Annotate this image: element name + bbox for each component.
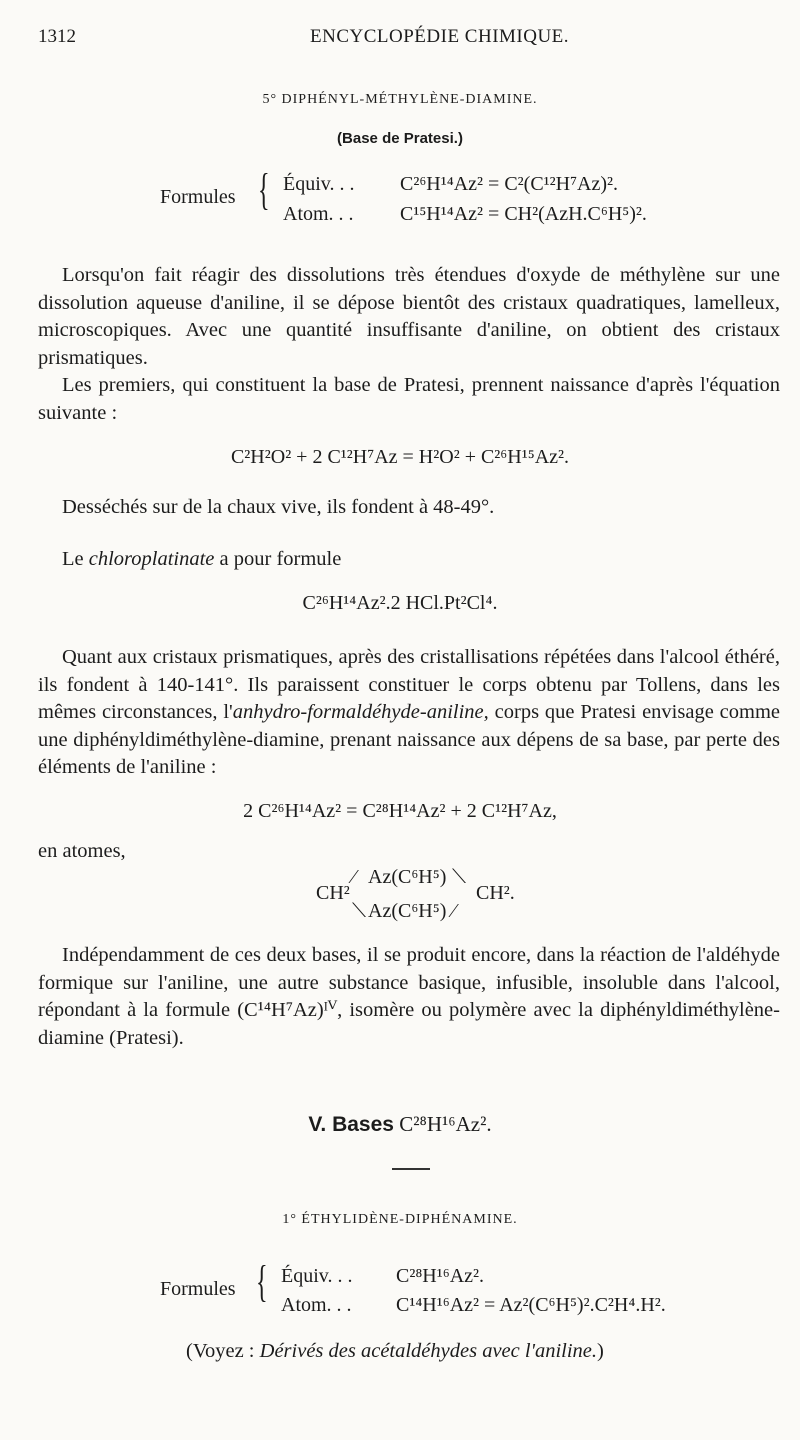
heading-bold: V. Bases [308, 1113, 394, 1136]
atom-formula-2: C¹⁴H¹⁶Az² = Az²(C⁶H⁵)².C²H⁴.H². [396, 1294, 666, 1316]
section-heading-bases [0, 1112, 800, 1137]
atom-label-2: Atom. . . [281, 1294, 352, 1316]
struct-right: CH². [476, 882, 515, 904]
heading-formula: C²⁸H¹⁶Az². [399, 1112, 492, 1136]
struct-slash-top-right: ⟍ [452, 866, 466, 888]
atom-formula: C¹⁵H¹⁴Az² = CH²(AzH.C⁶H⁵)². [400, 203, 647, 225]
struct-slash-bottom-right: ⁄ [452, 900, 456, 922]
paragraph-1: Lorsqu'on fait réagir des dissolutions très étendues d'oxyde de méthylène sur une dissolution aqueuse d'aniline, il se dépose bientôt des cristaux quadratiques, lamelleux, microscopiques. Avec une quantité insuffisante d'aniline, on obtient des cristaux prismatiques. [38, 264, 780, 369]
divider [392, 1168, 430, 1170]
equation-1: C²H²O² + 2 C¹²H⁷Az = H²O² + C²⁶H¹⁵Az². [230, 446, 570, 468]
struct-top: Az(C⁶H⁵) [368, 866, 447, 888]
brace-2: { [256, 1257, 268, 1306]
paragraph-2: Les premiers, qui constituent la base de Pratesi, prennent naissance d'après l'équation suivante : [38, 374, 780, 424]
paragraph-3: Desséchés sur de la chaux vive, ils fondent à 48-49°. [62, 496, 495, 518]
formulas-label-2: Formules [160, 1278, 236, 1300]
equiv-label: Équiv. . . [283, 173, 355, 195]
brace: { [258, 165, 270, 214]
struct-slash-top-left: ⁄ [352, 866, 356, 888]
equiv-label-2: Équiv. . . [281, 1265, 353, 1287]
equiv-formula: C²⁶H¹⁴Az² = C²(C¹²H⁷Az)². [400, 173, 619, 195]
struct-left: CH² [316, 882, 350, 904]
equiv-formula-2: C²⁸H¹⁶Az². [396, 1265, 485, 1287]
section-subtitle: (Base de Pratesi.) [337, 130, 463, 147]
formulas-label: Formules [160, 186, 236, 208]
en-atomes-label: en atomes, [38, 840, 126, 862]
atom-label: Atom. . . [283, 203, 354, 225]
page-number: 1312 [38, 26, 76, 47]
paragraph-5: Quant aux cristaux prismatiques, après des cristallisations répétées dans l'alcool éthéré, ils fondent à 140-141°. Ils paraissent constituer le corps obtenu par Tollens, dans les mêmes circonstances, l'anhydro-formaldéhyde-aniline, corps que Pratesi envisage comme une diphényldiméthylène-diamine, prenant naissance aux dépens de sa base, par perte des éléments de l'aniline : [38, 646, 781, 778]
reference-note: (Voyez : Dérivés des acétaldéhydes avec l'aniline.) [186, 1340, 604, 1362]
running-title: ENCYCLOPÉDIE CHIMIQUE. [310, 26, 570, 47]
paragraph-6: Indépendamment de ces deux bases, il se produit encore, dans la réaction de l'aldéhyde formique sur l'aniline, une autre substance basique, infusible, insoluble dans l'alcool, répondant à la formule (C¹⁴H⁷Az)ᴵⱽ, isomère ou polymère avec la diphényldiméthylène-diamine (Pratesi). [38, 944, 780, 1049]
paragraph-4: Le chloroplatinate a pour formule [62, 548, 342, 570]
equation-2: C²⁶H¹⁴Az².2 HCl.Pt²Cl⁴. [302, 592, 498, 614]
struct-bottom: Az(C⁶H⁵) [368, 900, 447, 922]
section-title: 5° DIPHÉNYL-MÉTHYLÈNE-DIAMINE. [262, 92, 538, 107]
section-title-2: 1° ÉTHYLIDÈNE-DIPHÉNAMINE. [282, 1212, 518, 1227]
struct-slash-bottom-left: ⟍ [352, 900, 366, 922]
equation-3: 2 C²⁶H¹⁴Az² = C²⁸H¹⁴Az² + 2 C¹²H⁷Az, [243, 800, 557, 822]
